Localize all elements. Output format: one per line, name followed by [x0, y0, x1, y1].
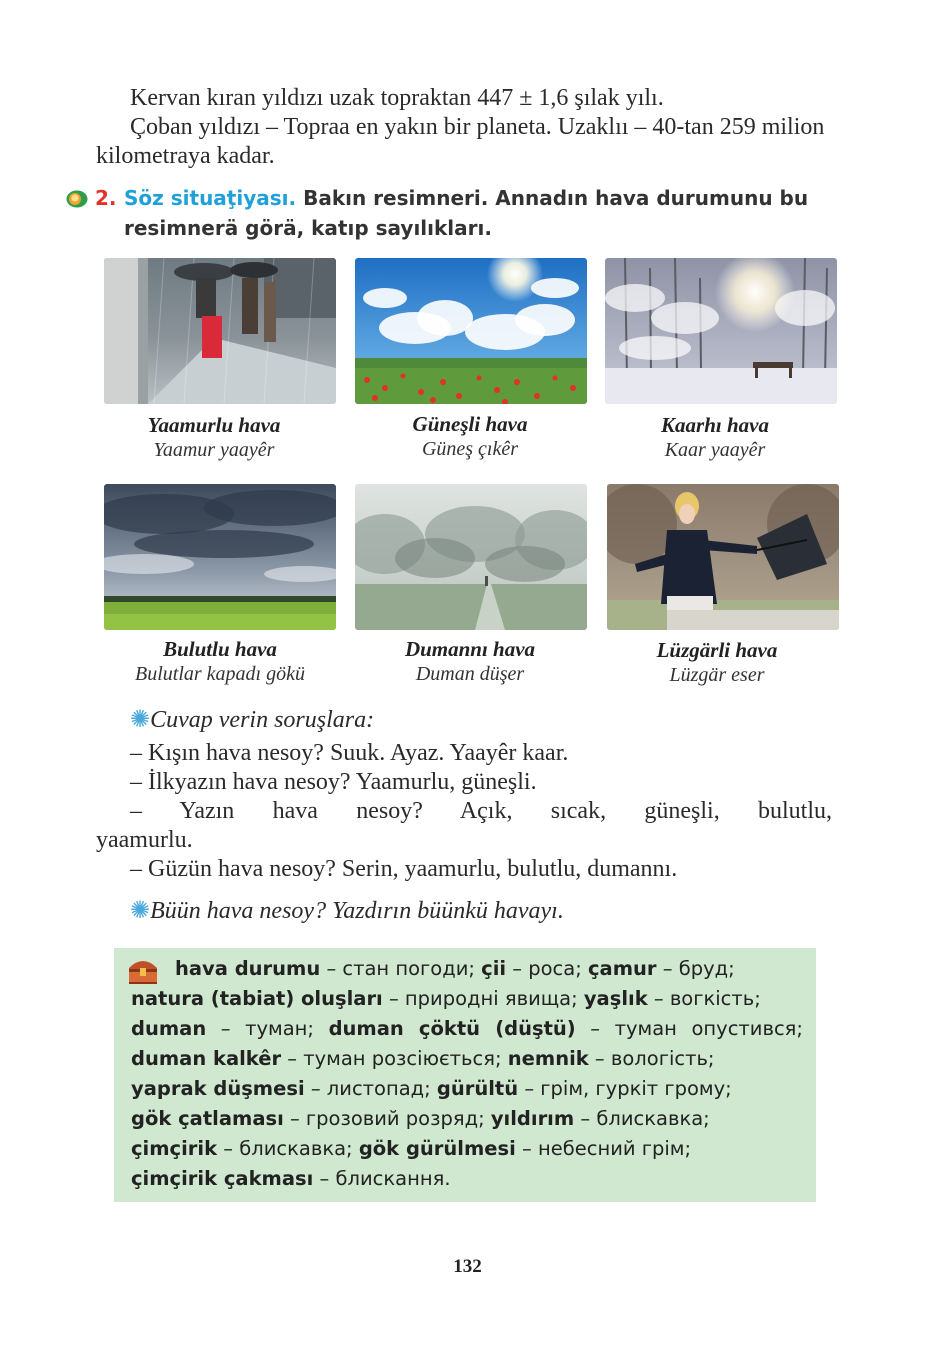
caption-cloudy [85, 637, 355, 686]
caption-subtitle: Kaar yaayêr [664, 439, 766, 461]
task-bullet-icon [66, 190, 88, 208]
vocab-term: hava durumu [175, 957, 321, 980]
caption-title: Güneşli hava [412, 412, 528, 436]
vocab-term: gök çatlaması [131, 1107, 284, 1130]
vocab-meaning: – природні явища; [382, 987, 584, 1010]
caption-title: Lüzgärli hava [656, 638, 778, 662]
vocab-meaning: – блискавка; [574, 1107, 710, 1130]
intro-line-1: Kervan kıran yıldızı uzak topraktan 447 ± 1,6 şılak yılı. [130, 85, 664, 111]
vocab-meaning: – роса; [506, 957, 588, 980]
vocab-term: yaşlık [583, 987, 648, 1010]
caption-title: Dumannı hava [404, 637, 536, 661]
snowflake-icon: ✺ [130, 898, 151, 924]
caption-title: Kaarhı hava [661, 413, 769, 437]
vocab-line [131, 1074, 803, 1104]
vocab-meaning: – блискавка; [217, 1137, 359, 1160]
vocab-meaning: – небесний грім; [515, 1137, 692, 1160]
page-number: 132 [453, 1256, 482, 1277]
sunny-weather-photo [355, 258, 587, 404]
caption-title: Yaamurlu hava [147, 413, 281, 437]
vocabulary-box [114, 948, 816, 1202]
caption-subtitle: Bulutlar kapadı gökü [135, 663, 305, 685]
vocab-line [131, 1134, 803, 1164]
snowy-weather-photo [605, 258, 837, 404]
vocab-term: çamur [588, 957, 657, 980]
vocab-meaning: – вогкість; [647, 987, 761, 1010]
vocab-meaning: – бруд; [656, 957, 735, 980]
vocab-meaning: – грім, гуркіт грому; [518, 1077, 732, 1100]
vocab-term: duman çöktü (düştü) [328, 1017, 576, 1040]
task-today-row [96, 897, 832, 926]
vocab-meaning: – туман розсіюється; [281, 1047, 508, 1070]
task-2 [66, 183, 834, 243]
vocab-line [131, 1044, 803, 1074]
vocab-term: gök gürülmesi [358, 1137, 516, 1160]
questions-heading: Cuvap verin soruşlara: [150, 707, 375, 733]
question-autumn: – Güzün hava nesoy? Serin, yaamurlu, bulutlu, dumannı. [130, 856, 678, 882]
vocab-meaning: – грозовий розряд; [283, 1107, 491, 1130]
vocab-term: yaprak düşmesi [131, 1077, 305, 1100]
vocab-meaning: – туман; [206, 1017, 329, 1040]
caption-title: Bulutlu hava [163, 637, 277, 661]
vocab-term: çimçirik [131, 1137, 218, 1160]
vocab-term: gürültü [436, 1077, 519, 1100]
foggy-weather-photo [355, 484, 587, 630]
task-text [124, 183, 834, 243]
caption-foggy [335, 637, 605, 686]
question-summer: – Yazın hava nesoy? Açık, sıcak, güneşli, bulutlu, [130, 798, 832, 824]
vocab-term: çii [481, 957, 507, 980]
vocab-term: natura (tabiat) oluşları [131, 987, 383, 1010]
task-number: 2. [95, 186, 117, 210]
questions-section [96, 706, 832, 926]
vocab-term: duman [131, 1017, 207, 1040]
snowflake-icon: ✺ [130, 707, 151, 733]
caption-rainy [79, 413, 349, 462]
caption-subtitle: Lüzgär eser [669, 664, 765, 686]
caption-sunny [335, 412, 605, 461]
windy-weather-photo [607, 484, 839, 630]
question-spring: – İlkyazın hava nesoy? Yaamurlu, güneşli. [130, 769, 537, 795]
caption-snowy [580, 413, 850, 462]
vocabulary-text [131, 954, 803, 1194]
question-winter: – Kışın hava nesoy? Suuk. Ayaz. Yaayêr kaar. [130, 740, 569, 766]
vocab-meaning: – вологість; [588, 1047, 715, 1070]
caption-windy [582, 638, 852, 687]
vocab-line [131, 1104, 803, 1134]
question-summer-cont: yaamurlu. [96, 827, 193, 853]
task-title: Söz situaţiyası. [124, 186, 297, 210]
vocab-term: çimçirik çakması [131, 1167, 314, 1190]
questions-heading-row [96, 706, 832, 735]
vocab-line [131, 984, 803, 1014]
vocab-meaning: – блискання. [313, 1167, 451, 1190]
vocab-term: yıldırım [490, 1107, 575, 1130]
caption-subtitle: Yaamur yaayêr [153, 439, 275, 461]
vocab-line [131, 1164, 803, 1194]
vocab-line [131, 954, 803, 984]
vocab-term: duman kalkêr [131, 1047, 282, 1070]
caption-subtitle: Duman düşer [415, 663, 525, 685]
intro-line-2: Çoban yıldızı – Topraa en yakın bir planeta. Uzaklıı – 40-tan 259 milion kilometraya kadar. [96, 114, 825, 169]
caption-subtitle: Güneş çıkêr [421, 438, 519, 460]
task-instruction: Bakın resimneri. Annadın hava durumunu bu resimnerä görä, katıp sayılıkları. [124, 186, 809, 240]
intro-paragraph [96, 84, 832, 171]
vocab-meaning: – стан погоди; [320, 957, 482, 980]
rainy-weather-photo [104, 258, 336, 404]
vocab-meaning: – листопад; [304, 1077, 437, 1100]
cloudy-weather-photo [104, 484, 336, 630]
vocab-meaning: – туман опустився; [575, 1017, 803, 1040]
vocab-line [131, 1014, 803, 1044]
task-today: Büün hava nesoy? Yazdırın büünkü havayı. [150, 898, 564, 924]
vocab-term: nemnik [507, 1047, 589, 1070]
